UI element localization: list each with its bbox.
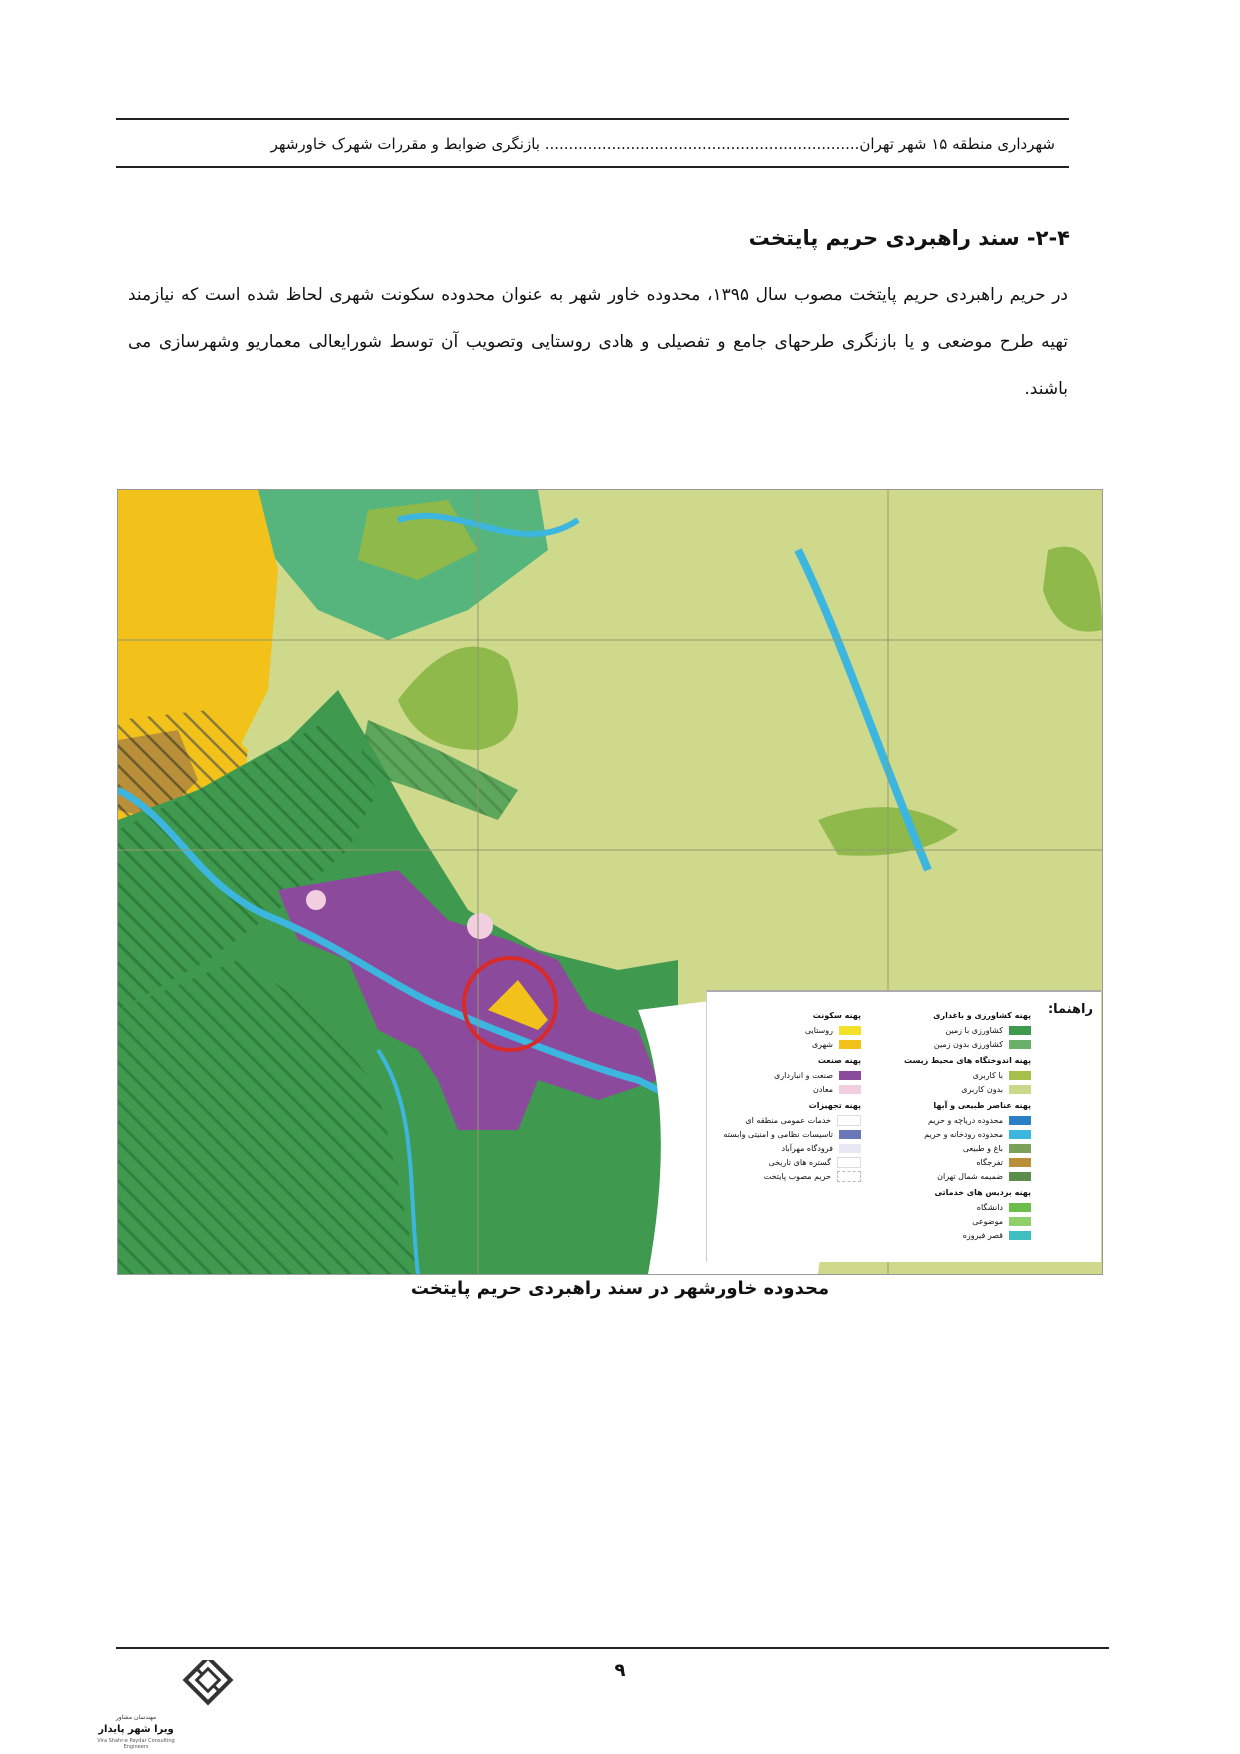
- map-legend: [706, 990, 1101, 1262]
- legend-item: [723, 1068, 861, 1082]
- section-title: ۲-۴- سند راهبردی حریم پایتخت: [748, 226, 1070, 250]
- legend-swatch: [1009, 1116, 1031, 1125]
- legend-swatch: [839, 1071, 861, 1080]
- legend-item: [723, 1113, 861, 1127]
- section-body: در حریم راهبردی حریم پایتخت مصوب سال ۱۳۹۵، محدوده خاور شهر به عنوان محدوده سکونت شهری لحاظ شده است که نیازمند تهیه طرح موضعی و یا بازنگری طرحهای جامع و تفصیلی و هادی روستایی وتصویب آن توسط شورایعالی معماریو وشهرسازی می باشند.: [128, 285, 1068, 399]
- legend-swatch: [839, 1040, 861, 1049]
- legend-label: کشاورزی بدون زمین: [933, 1039, 1003, 1049]
- legend-item: [904, 1155, 1031, 1169]
- legend-swatch: [1009, 1172, 1031, 1181]
- legend-swatch: [1009, 1231, 1031, 1240]
- legend-label: شهری: [811, 1039, 833, 1049]
- mine-marker-1: [306, 890, 326, 910]
- legend-heading: پهنه تجهیزات: [808, 1101, 861, 1110]
- legend-swatch: [839, 1144, 861, 1153]
- legend-label: بدون کاربری: [961, 1084, 1003, 1094]
- legend-item: [904, 1068, 1031, 1082]
- legend-label: تاسیسات نظامی و امنیتی وابسته: [723, 1129, 833, 1139]
- legend-swatch: [1009, 1158, 1031, 1167]
- legend-item: [904, 1169, 1031, 1183]
- logo-firm-label: مهندسان مشاور: [115, 1714, 157, 1721]
- legend-item: [904, 1113, 1031, 1127]
- legend-column-right: [904, 1006, 1031, 1242]
- legend-heading: پهنه سکونت: [812, 1011, 861, 1020]
- figure-caption: محدوده خاورشهر در سند راهبردی حریم پایتخت: [410, 1278, 830, 1299]
- legend-label: محدوده دریاچه و حریم: [928, 1115, 1003, 1125]
- legend-item: [723, 1127, 861, 1141]
- legend-label: گستره های تاریخی: [768, 1157, 831, 1167]
- legend-swatch: [839, 1130, 861, 1139]
- legend-heading: پهنه عناصر طبیعی و آبها: [933, 1101, 1031, 1110]
- logo-subtitle: Vira Shahr-e Paydar Consulting Engineers: [97, 1738, 175, 1750]
- land-use-map: [117, 489, 1103, 1275]
- legend-swatch: [1009, 1144, 1031, 1153]
- legend-swatch: [837, 1171, 861, 1182]
- legend-item: [723, 1037, 861, 1051]
- legend-label: حریم مصوب پایتخت: [763, 1171, 831, 1181]
- legend-label: کشاورزی با زمین: [945, 1025, 1003, 1035]
- legend-label: قصر فیروزه: [962, 1230, 1003, 1240]
- legend-label: باغ و طبیعی: [962, 1143, 1003, 1153]
- legend-item: [904, 1082, 1031, 1096]
- legend-item: [904, 1200, 1031, 1214]
- legend-swatch: [1009, 1026, 1031, 1035]
- legend-item: [723, 1023, 861, 1037]
- legend-label: تفرجگاه: [976, 1157, 1003, 1167]
- legend-label: معادن: [812, 1084, 833, 1094]
- legend-label: خدمات عمومی منطقه ای: [745, 1115, 831, 1125]
- running-header: شهرداری منطقه ۱۵ شهر تهران.................................................................. بازنگری ضوابط و مقررات شهرک خاورشهر: [270, 135, 1055, 153]
- footer-rule: [116, 1647, 1109, 1649]
- legend-heading: پهنه کشاورزی و باغداری: [933, 1011, 1031, 1020]
- legend-item: [723, 1169, 861, 1183]
- legend-label: با کاربری: [972, 1070, 1003, 1080]
- mine-marker-2: [467, 913, 493, 939]
- legend-label: صنعت و انبارداری: [774, 1070, 833, 1080]
- legend-heading: پهنه صنعت: [817, 1056, 861, 1065]
- page-number: ۹: [614, 1660, 626, 1681]
- legend-column-left: [723, 1006, 861, 1183]
- legend-swatch: [1009, 1071, 1031, 1080]
- legend-label: دانشگاه: [976, 1202, 1003, 1212]
- legend-label: ضمیمه شمال تهران: [937, 1171, 1003, 1181]
- legend-label: موضوعی: [972, 1216, 1003, 1226]
- logo-name: ویرا شهر پایدار: [98, 1724, 174, 1735]
- legend-swatch: [1009, 1217, 1031, 1226]
- legend-swatch: [837, 1115, 861, 1126]
- legend-swatch: [1009, 1203, 1031, 1212]
- legend-swatch: [837, 1157, 861, 1168]
- header-rule-bottom: [116, 166, 1069, 168]
- legend-item: [904, 1127, 1031, 1141]
- legend-swatch: [1009, 1130, 1031, 1139]
- legend-item: [723, 1141, 861, 1155]
- legend-swatch: [839, 1085, 861, 1094]
- legend-item: [723, 1155, 861, 1169]
- legend-swatch: [839, 1026, 861, 1035]
- legend-item: [904, 1023, 1031, 1037]
- legend-title: راهنما:: [1047, 1002, 1093, 1017]
- legend-item: [904, 1214, 1031, 1228]
- legend-swatch: [1009, 1085, 1031, 1094]
- header-rule-top: [116, 118, 1069, 120]
- legend-label: فرودگاه مهرآباد: [781, 1143, 833, 1153]
- legend-label: روستایی: [804, 1025, 833, 1035]
- logo-mark: [185, 1660, 230, 1703]
- legend-item: [723, 1082, 861, 1096]
- legend-swatch: [1009, 1040, 1031, 1049]
- legend-item: [904, 1141, 1031, 1155]
- legend-item: [904, 1037, 1031, 1051]
- legend-heading: پهنه اندوختگاه های محیط زیست: [904, 1056, 1031, 1065]
- legend-label: محدوده رودخانه و حریم: [924, 1129, 1003, 1139]
- legend-heading: پهنه بردیس های خدماتی: [934, 1188, 1031, 1197]
- legend-item: [904, 1228, 1031, 1242]
